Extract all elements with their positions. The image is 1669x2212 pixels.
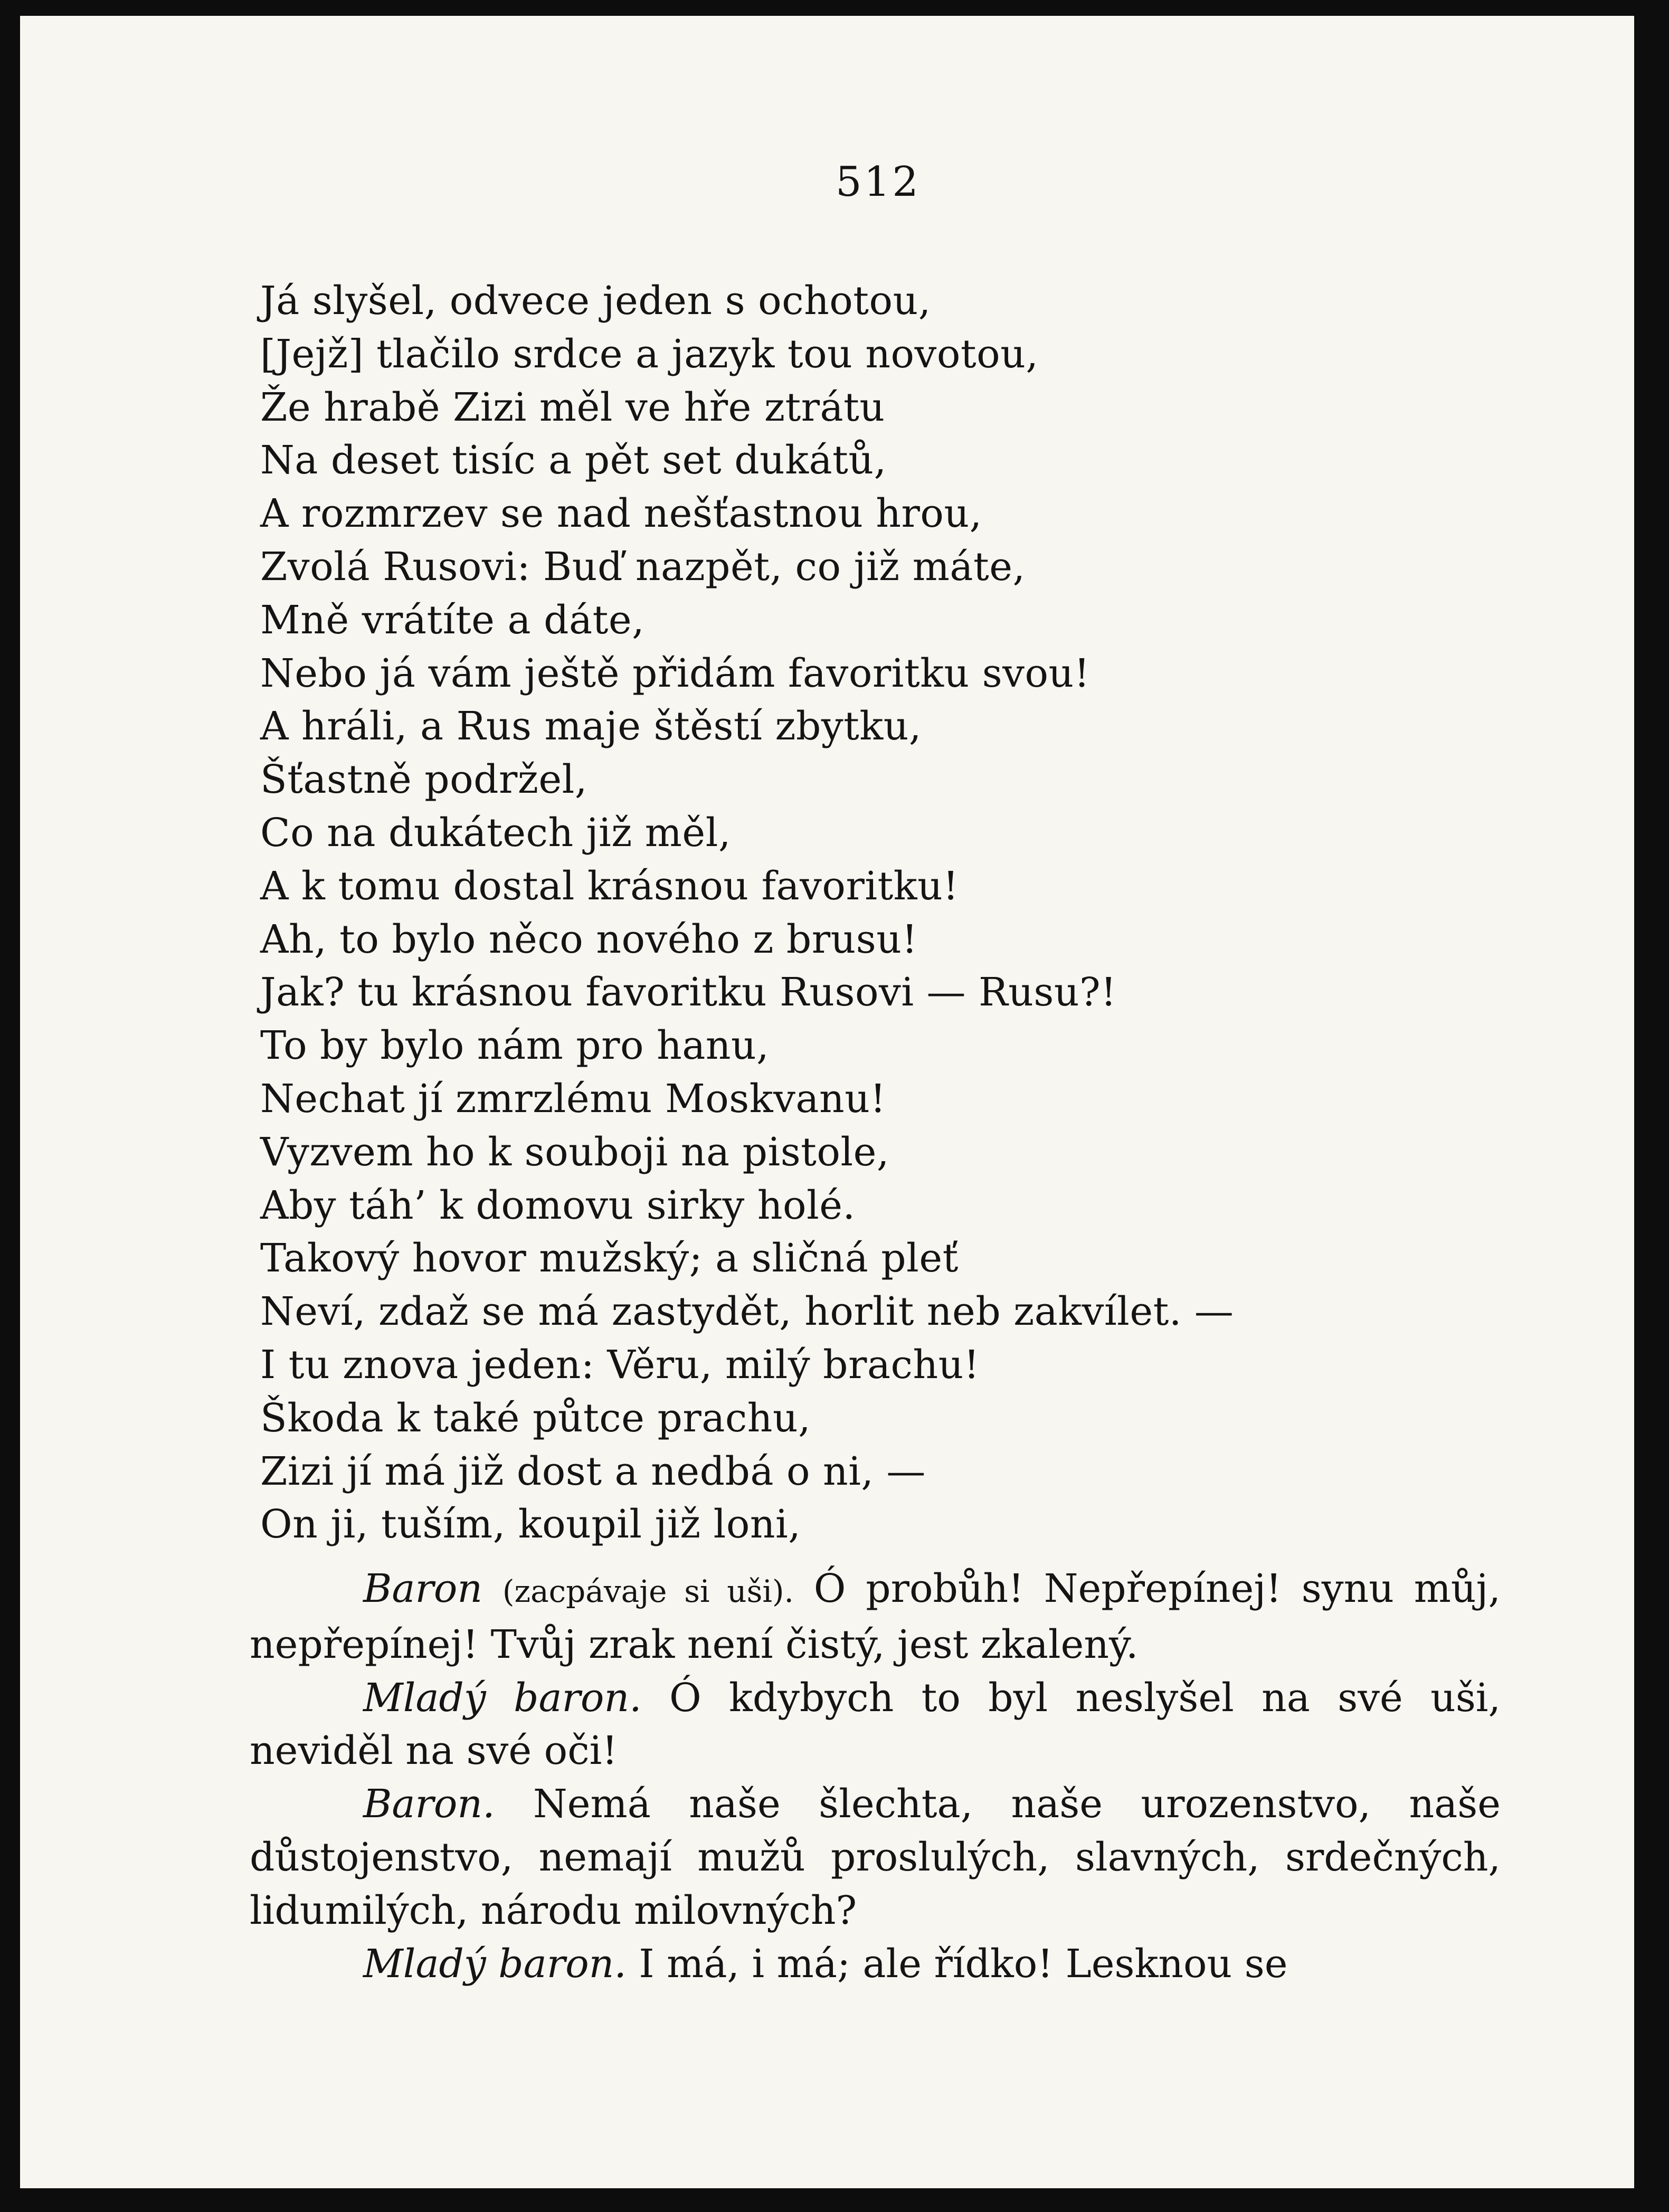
verse-line: Aby táh’ k domovu sirky holé. (260, 1182, 856, 1228)
verse-line: Jak? tu krásnou favoritku Rusovi — Rusu?! (260, 970, 1117, 1015)
verse-line: Šťastně podržel, (260, 757, 587, 803)
verse-line: Nebo já vám ještě přidám favoritku svou! (260, 650, 1090, 696)
verse-line: Zvolá Rusovi: Buď nazpět, co již máte, (260, 544, 1026, 590)
verse-line: Ah, to bylo něco nového z brusu! (260, 916, 918, 962)
dialogue-paragraph (250, 1672, 1501, 1778)
verse-line: A rozmrzev se nad nešťastnou hrou, (260, 491, 982, 537)
stage-direction: (zacpávaje si uši). (502, 1573, 794, 1609)
dialogue-paragraph (250, 1778, 1501, 1937)
verse-line: A hráli, a Rus maje štěstí zbytku, (260, 704, 922, 749)
verse-line: Nechat jí zmrzlému Moskvanu! (260, 1076, 886, 1122)
dialogue-text: Ó probůh! Nepřepínej! synu můj, nepřepínej! Tvůj zrak není čistý, jest zkalený. (250, 1566, 1501, 1667)
verse-line: [Jejž] tlačilo srdce a jazyk tou novotou, (260, 331, 1039, 377)
verse-line: Já slyšel, odvece jeden s ochotou, (260, 278, 931, 324)
dialogue-block (250, 1562, 1501, 1990)
verse-line: Že hrabě Zizi měl ve hře ztrátu (260, 384, 885, 430)
speaker-name: Mladý baron. (363, 1941, 627, 1987)
verse-line: Takový hovor mužský; a sličná pleť (260, 1236, 959, 1281)
verse-line: Neví, zdaž se má zastydět, horlit neb zakvílet. — (260, 1289, 1234, 1335)
verse-line: A k tomu dostal krásnou favoritku! (260, 863, 959, 909)
verse-block (260, 274, 1527, 1551)
verse-line: Na deset tisíc a pět set dukátů, (260, 438, 887, 483)
verse-line: Co na dukátech již měl, (260, 810, 731, 856)
verse-line: Zizi jí má již dost a nedbá o ni, — (260, 1448, 926, 1494)
verse-line: Mně vrátíte a dáte, (260, 597, 645, 643)
dialogue-paragraph (250, 1938, 1501, 1991)
dialogue-text: Nemá naše šlechta, naše urozenstvo, naše důstojenstvo, nemají mužů proslulých, slavných, srdečných, lidumilých, národu milovných? (250, 1781, 1501, 1933)
speaker-name: Baron. (363, 1781, 495, 1827)
dialogue-paragraph (250, 1562, 1501, 1672)
verse-line: Škoda k také půtce prachu, (260, 1395, 811, 1441)
verse-line: Vyzvem ho k souboji na pistole, (260, 1129, 889, 1175)
verse-line: To by bylo nám pro hanu, (260, 1023, 770, 1069)
page-number: 512 (836, 158, 921, 206)
dialogue-text: I má, i má; ale řídko! Lesknou se (639, 1941, 1288, 1987)
speaker-name: Mladý baron. (363, 1675, 642, 1721)
dialogue-text: Ó kdybych to byl neslyšel na své uši, neviděl na své oči! (250, 1675, 1501, 1774)
book-page (20, 16, 1634, 2188)
verse-line: I tu znova jeden: Věru, milý brachu! (260, 1342, 980, 1388)
verse-line: On ji, tuším, koupil již loni, (260, 1502, 801, 1548)
speaker-name: Baron (363, 1566, 483, 1611)
